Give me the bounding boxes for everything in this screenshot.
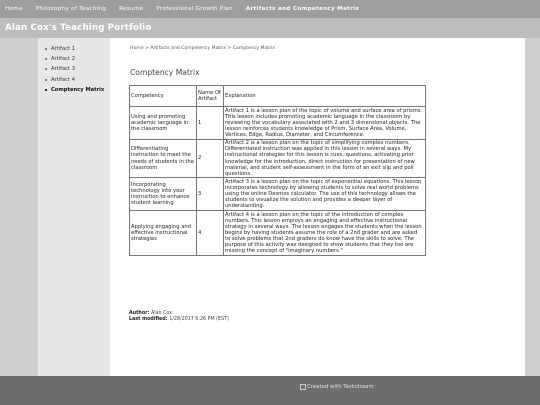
competency-cell: Using and promoting academic language in the classroom <box>130 107 197 140</box>
breadcrumb[interactable]: Home > Artifacts and Competency Matrix > Comptency Matrix <box>130 46 275 51</box>
footer <box>0 376 540 405</box>
left-margin <box>0 38 38 376</box>
sidebar-item-label: Artifact 2 <box>51 56 75 63</box>
modified-line <box>129 317 229 323</box>
nav-home[interactable]: Home <box>5 6 23 12</box>
explanation-cell: Artifact 2 is a lesson plan on the topic of simplifying complex numbers. Differentiated instruction was applied in this lesson in several ways. My instructional strategies for this lesson is cues, questions, activating prior knowledge for the introduction, direct instruction for presentation of new material, and student self-assessment in the form of an exit slip and poll questions. <box>224 139 426 178</box>
sidebar-item-label: Artifact 3 <box>51 66 75 73</box>
site-title[interactable]: Alan Cox's Teaching Portfolio <box>5 23 152 33</box>
bullet-icon <box>45 48 47 50</box>
column-header: Name Of Artifact <box>197 86 224 107</box>
nav-resume[interactable]: Resume <box>119 6 144 12</box>
page-meta <box>129 311 229 323</box>
artifact-cell: 3 <box>197 178 224 211</box>
badge-text: Created with Taskstream <box>307 384 374 390</box>
nav-philosophy[interactable]: Philosophy of Teaching <box>35 6 107 12</box>
sidebar-item-artifact-3[interactable] <box>38 64 110 74</box>
nav-artifacts[interactable]: Artifacts and Competency Matrix <box>245 6 360 12</box>
sidebar-item-label: Comptency Matrix <box>51 86 105 93</box>
top-nav <box>0 0 540 18</box>
column-header: Explanation <box>224 86 426 107</box>
sidebar <box>38 38 110 376</box>
sidebar-item-label: Artifact 4 <box>51 76 75 83</box>
table-header-row <box>130 86 426 107</box>
main-content <box>110 38 525 376</box>
table-row <box>130 107 426 140</box>
author-label: Author: <box>129 311 150 316</box>
column-header: Competency <box>130 86 197 107</box>
table-row <box>130 178 426 211</box>
table-row <box>130 139 426 178</box>
artifact-cell: 2 <box>197 139 224 178</box>
modified-date: 1/28/2017 6:26 PM (EST) <box>169 317 229 322</box>
page-title: Comptency Matrix <box>130 68 200 77</box>
author-name: Alan Cox <box>150 311 173 316</box>
competency-cell: Differentiating instruction to meet the needs of students in the classroom <box>130 139 197 178</box>
sidebar-item-artifact-1[interactable] <box>38 44 110 54</box>
nav-growth-plan[interactable]: Professional Growth Plan <box>156 6 233 12</box>
bullet-icon <box>45 58 47 60</box>
explanation-cell: Artifact 3 is a lesson plan on the topic of exponential equations. This lesson incorporates technology by allowing students to solve real world problems using the online Desmos calculator. The use of this technology allows the students to visualize the solution and provides a deeper layer of understanding. <box>224 178 426 211</box>
right-margin <box>525 38 540 376</box>
sidebar-item-matrix[interactable] <box>38 85 110 95</box>
competency-cell: Applying engaging and effective instructional strategies <box>130 211 197 256</box>
artifact-cell: 1 <box>197 107 224 140</box>
broken-image-icon <box>300 384 306 390</box>
table-row <box>130 211 426 256</box>
competency-table <box>129 85 426 256</box>
bullet-icon <box>45 89 47 91</box>
explanation-cell: Artifact 4 is a lesson plan on the topic of the introduction of complex numbers. This lesson employs an engaging and effective instructional strategy in several ways. The lesson engages the students when the lesson begins by having students assume the role of a 2nd grader and are asked to solve problems that 2nd graders do know have the skills to solve. The purpose of this activity was designed to show students that they too are missing the concept of "imaginary numbers." <box>224 211 426 256</box>
bullet-icon <box>45 79 47 81</box>
taskstream-badge[interactable] <box>300 384 374 390</box>
sidebar-item-artifact-4[interactable] <box>38 75 110 85</box>
sidebar-item-label: Artifact 1 <box>51 46 75 53</box>
site-header <box>0 18 540 38</box>
sidebar-item-artifact-2[interactable] <box>38 54 110 64</box>
competency-cell: Incorporating technology into your instruction to enhance student learning <box>130 178 197 211</box>
artifact-cell: 4 <box>197 211 224 256</box>
explanation-cell: Artifact 1 is a lesson plan of the topic of volume and surface area of prisms. This lesson includes promoting academic language in the classroom by reviewing the vocabulary associated with 2 and 3 dimensional objects. The lesson reinforces students knowledge of Prism, Surface Area, Volume, Vertices, Edge, Radius, Diameter, and Circumference. <box>224 107 426 140</box>
modified-label: Last modified: <box>129 317 168 322</box>
bullet-icon <box>45 68 47 70</box>
